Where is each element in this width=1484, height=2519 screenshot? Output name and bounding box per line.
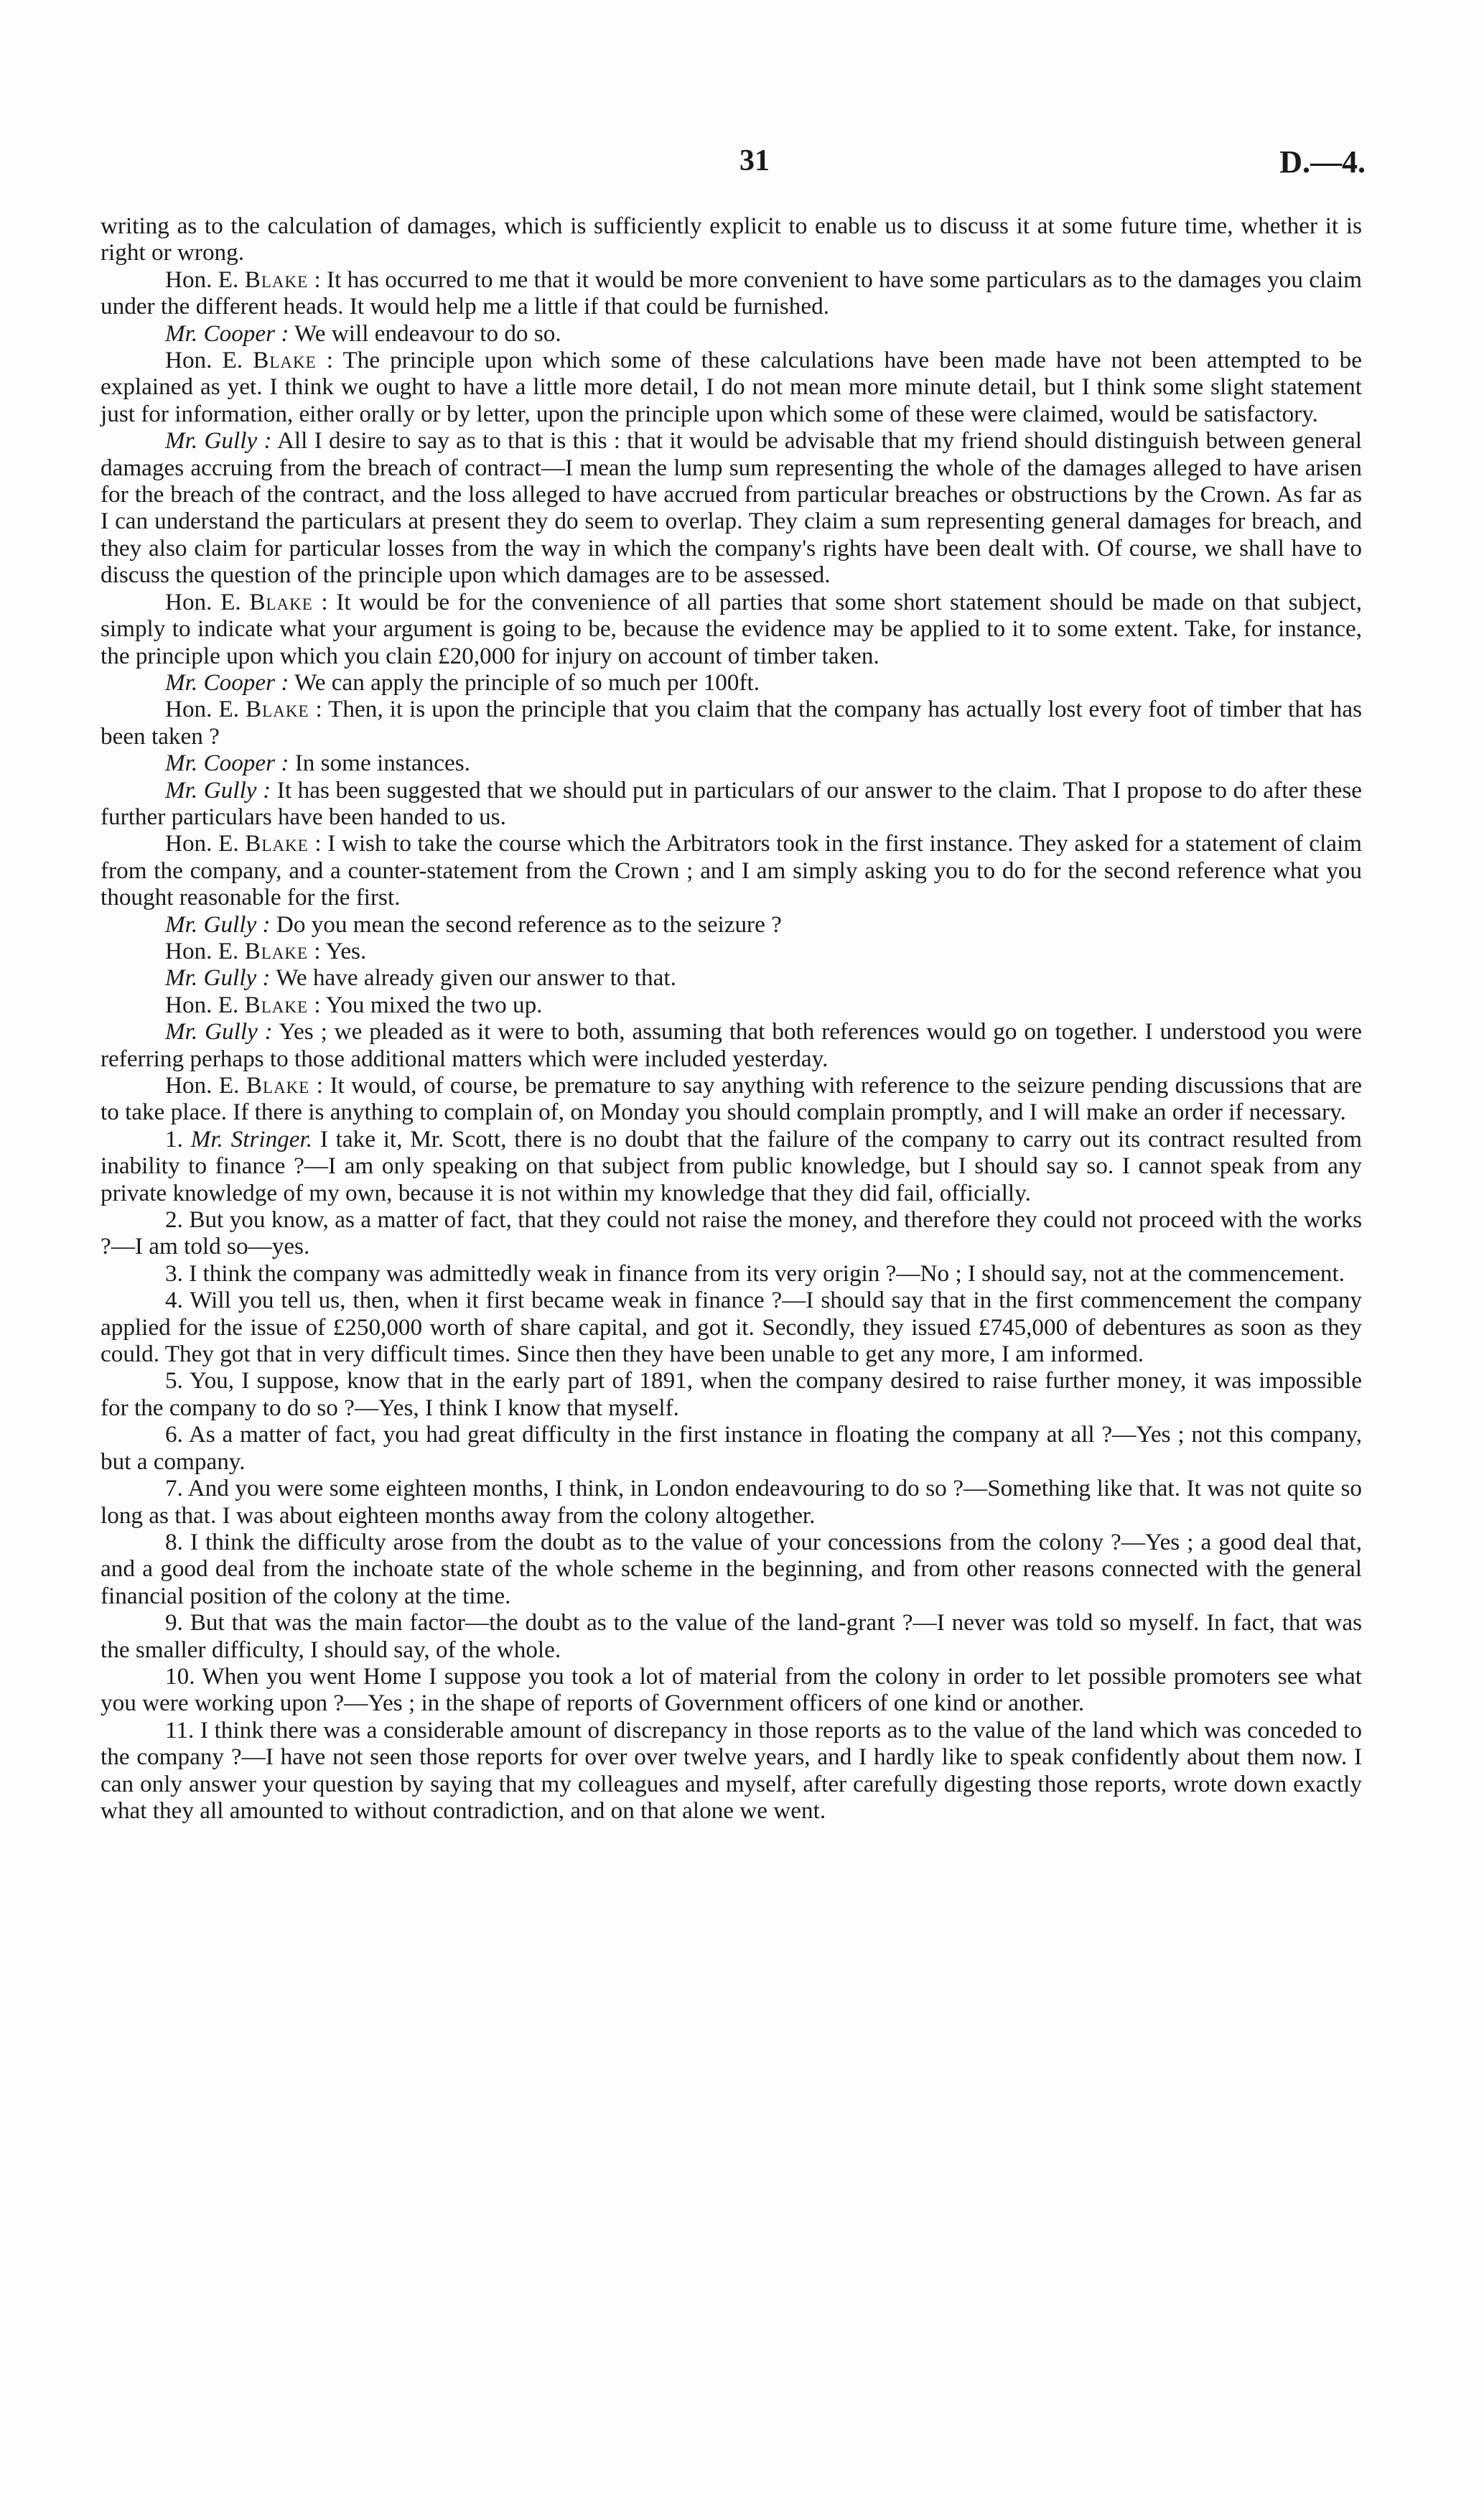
paragraph: [101, 1287, 1362, 1367]
paragraph: [101, 1609, 1362, 1663]
question-number: 7.: [165, 1475, 183, 1502]
speaker-separator: :: [308, 266, 327, 293]
speech-text: We will endeavour to do so.: [294, 320, 561, 347]
question-answer-text: I think there was a considerable amount of discrepancy in those reports as to the value of the land which was conceded to the company ?—I have not seen those reports for over over twelve years, and I hardly like to speak confidently about them now. I can only answer your question by saying that my colleagues and myself, after carefully digesting those reports, wrote down exactly what they all amounted to without contradiction, and on that alone we went.: [101, 1716, 1362, 1824]
question-answer-text: When you went Home I suppose you took a lot of material from the colony in order to let possible promoters see what you were working upon ?—Yes ; in the shape of reports of Government officers of one kind or another.: [101, 1662, 1362, 1717]
question-number: 10.: [165, 1662, 195, 1690]
paragraph: [101, 777, 1362, 831]
speaker-title: Hon. E.: [165, 1072, 240, 1099]
question-number: 8.: [165, 1528, 183, 1555]
speaker-title: Hon. E.: [165, 937, 239, 964]
paragraph: [101, 750, 1362, 776]
page-header: [0, 144, 1484, 201]
paragraph: [101, 696, 1362, 750]
speaker-name: Blake: [244, 991, 309, 1018]
speaker-label: Mr. Cooper :: [165, 750, 289, 777]
speech-text: In some instances.: [294, 750, 470, 777]
speaker-separator: :: [312, 588, 337, 615]
paragraph: [101, 213, 1362, 266]
speaker-title: Hon. E.: [165, 266, 239, 293]
paragraph: [101, 1367, 1362, 1421]
speaker-name: Blake: [253, 347, 317, 374]
paragraph: [101, 266, 1362, 320]
question-number: 1.: [165, 1125, 183, 1153]
speaker-title: Hon. E.: [165, 588, 241, 615]
paragraph: [101, 1421, 1362, 1475]
question-answer-text: As a matter of fact, you had great difficulty in the first instance in floating the company at all ?—Yes ; not this company, but a company.: [101, 1421, 1363, 1475]
speaker-name: Blake: [244, 937, 309, 964]
speaker-title: Hon. E.: [165, 991, 239, 1018]
speech-text: You mixed the two up.: [325, 991, 543, 1018]
paragraph: [101, 589, 1362, 669]
speaker-separator: :: [309, 696, 329, 723]
question-answer-text: Will you tell us, then, when it first became weak in finance ?—I should say that in the first commencement the company applied for the issue of £250,000 worth of share capital, and got it. Secondly, they issued £745,000 of debentures as soon as they could. They got that in very difficult times. Since then they have been unable to get any more, I am informed.: [101, 1287, 1363, 1368]
question-answer-text: But you know, as a matter of fact, that they could not raise the money, and therefore they could not proceed with the works ?—I am told so—yes.: [101, 1206, 1362, 1260]
speech-text: Then, it is upon the principle that you claim that the company has actually lost every foot of timber that has been taken ?: [101, 696, 1362, 750]
paragraph: [101, 320, 1362, 347]
speech-text: It would, of course, be premature to say anything with reference to the seizure pending discussions that are to take place. If there is anything to complain of, on Monday you should complain promptly, and I will make an order if necessary.: [101, 1072, 1362, 1126]
paragraph: [101, 1260, 1362, 1287]
speaker-separator: :: [308, 991, 326, 1018]
speaker-label: Mr. Cooper :: [165, 320, 289, 347]
speech-text: It has been suggested that we should put in particulars of our answer to the claim. That I propose to do after these further particulars have been handed to us.: [101, 776, 1362, 830]
paragraph-text: writing as to the calculation of damages, which is sufficiently explicit to enable us to discuss it at some future time, whether it is right or wrong.: [101, 213, 1362, 266]
speaker-label: Mr. Gully :: [165, 911, 271, 938]
paragraph: [101, 830, 1362, 911]
speaker-label: Mr. Gully :: [165, 964, 271, 992]
speaker-name: Blake: [245, 830, 309, 857]
speaker-separator: :: [316, 347, 343, 374]
paragraph: [101, 427, 1362, 588]
speech-text: It has occurred to me that it would be more convenient to have some particulars as to the damages you claim under the different heads. It would help me a little if that could be furnished.: [101, 266, 1362, 320]
paragraph: [101, 1018, 1362, 1072]
speech-text: Yes.: [325, 937, 367, 964]
question-number: 3.: [165, 1260, 183, 1287]
speaker-title: Hon. E.: [165, 696, 240, 723]
question-number: 6.: [165, 1421, 183, 1448]
paragraph: [101, 1663, 1362, 1717]
transcript-body: [101, 213, 1362, 1824]
speech-text: All I desire to say as to that is this : that it would be advisable that my friend should distinguish between general damages accruing from the breach of contract—I mean the lump sum representing the whole of the damages alleged to have arisen for the breach of the contract, and the loss alleged to have accrued from particular breaches or obstructions by the Crown. As far as I can understand the particulars at present they do seem to overlap. They claim a sum representing general damages for breach, and they also claim for particular losses from the way in which the company's rights have been dealt with. Of course, we shall have to discuss the question of the principle upon which damages are to be assessed.: [101, 427, 1362, 589]
paragraph: [101, 669, 1362, 696]
paragraph: [101, 1529, 1362, 1609]
speaker-title: Hon. E.: [165, 347, 243, 374]
question-number: 11.: [165, 1716, 195, 1743]
document-code: D.—4.: [1279, 144, 1366, 180]
paragraph: [101, 1206, 1362, 1260]
examiner-label: Mr. Stringer.: [190, 1125, 313, 1153]
paragraph: [101, 1072, 1362, 1126]
speech-text: Yes ; we pleaded as it were to both, assuming that both references would go on together. I understood you were referring perhaps to those additional matters which were included yesterday.: [101, 1018, 1362, 1072]
speaker-label: Mr. Gully :: [165, 427, 272, 455]
paragraph: [101, 347, 1362, 427]
paragraph: [101, 911, 1362, 938]
paragraph: [101, 992, 1362, 1018]
speaker-name: Blake: [249, 588, 313, 615]
page-number: 31: [739, 144, 770, 177]
speech-text: I wish to take the course which the Arbitrators took in the first instance. They asked for a statement of claim from the company, and a counter-statement from the Crown ; and I am simply asking you to do for the second reference what you thought reasonable for the first.: [101, 830, 1362, 911]
speech-text: We can apply the principle of so much per 100ft.: [294, 669, 760, 696]
paragraph: [101, 1475, 1362, 1529]
speaker-label: Mr. Gully :: [165, 1018, 273, 1046]
question-answer-text: I take it, Mr. Scott, there is no doubt that the failure of the company to carry out its contract resulted from inability to finance ?—I am only speaking on that subject from public knowledge, but I should say so. I cannot speak from any private knowledge of my own, because it is not within my knowledge that they did fail, officially.: [101, 1125, 1362, 1206]
speaker-label: Mr. Cooper :: [165, 669, 289, 696]
paragraph: [101, 938, 1362, 964]
question-number: 4.: [165, 1287, 183, 1314]
speaker-name: Blake: [246, 1072, 310, 1099]
paragraph: [101, 1126, 1362, 1206]
question-answer-text: I think the difficulty arose from the doubt as to the value of your concessions from the colony ?—Yes ; a good deal that, and a good deal from the inchoate state of the whole scheme in the beginning, and from other reasons connected with the general financial position of the colony at the time.: [101, 1528, 1362, 1609]
speaker-label: Mr. Gully :: [165, 776, 271, 804]
paragraph: [101, 1717, 1362, 1825]
speech-text: The principle upon which some of these calculations have been made have not been attempted to be explained as yet. I think we ought to have a little more detail, I do not mean more minute detail, but I think some slight statement just for information, either orally or by letter, upon the principle upon which some of these were claimed, would be satisfactory.: [101, 347, 1363, 427]
speech-text: Do you mean the second reference as to the seizure ?: [276, 911, 782, 938]
speaker-separator: :: [308, 937, 326, 964]
speaker-separator: :: [309, 1072, 330, 1099]
speaker-name: Blake: [244, 266, 309, 293]
speech-text: We have already given our answer to that.: [276, 964, 676, 992]
question-answer-text: I think the company was admittedly weak in finance from its very origin ?—No ; I should say, not at the commencement.: [189, 1260, 1345, 1287]
question-answer-text: You, I suppose, know that in the early part of 1891, when the company desired to raise further money, it was impossible for the company to do so ?—Yes, I think I know that myself.: [101, 1367, 1362, 1421]
speech-text: It would be for the convenience of all parties that some short statement should be made on that subject, simply to indicate what your argument is going to be, because the evidence may be applied to it to some extent. Take, for instance, the principle upon which you clain £20,000 for injury on account of timber taken.: [101, 588, 1362, 669]
speaker-title: Hon. E.: [165, 830, 239, 857]
question-answer-text: But that was the main factor—the doubt as to the value of the land-grant ?—I never was told so myself. In fact, that was the smaller difficulty, I should say, of the whole.: [101, 1609, 1362, 1663]
speaker-separator: :: [308, 830, 328, 857]
speaker-name: Blake: [246, 696, 309, 723]
question-answer-text: And you were some eighteen months, I think, in London endeavouring to do so ?—Something like that. It was not quite so long as that. I was about eighteen months away from the colony altogether.: [101, 1475, 1363, 1529]
question-number: 5.: [165, 1367, 183, 1394]
paragraph: [101, 964, 1362, 991]
question-number: 9.: [165, 1609, 183, 1636]
question-number: 2.: [165, 1206, 183, 1234]
